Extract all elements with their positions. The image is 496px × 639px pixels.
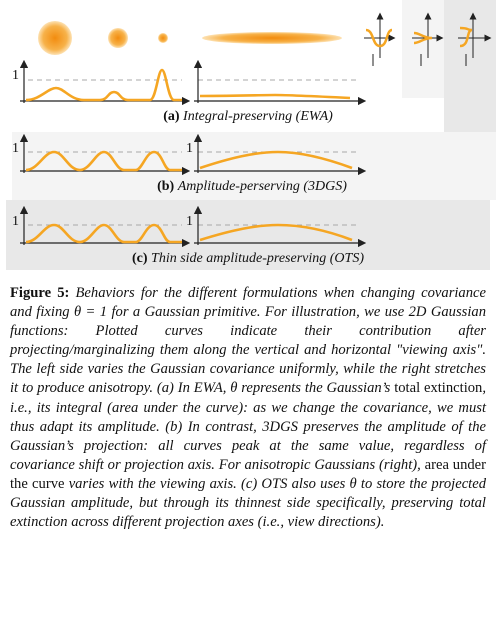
caption-text-1: Behaviors for the different formulations when changing covariance and fixing θ = 1 for a Gaussian primitive. For illustration, we use 2D Gaussian functions: Plotted curves indicate their contribution after projecting/marginalizing them along the vertical and horizontal "viewing axis". The left side varies the Gaussian covariance uniformly, while the right stretches it to produce anisotropy. (a) In EWA, θ represents the Gaussian’s [10, 285, 486, 397]
caption-label: Figure 5: [10, 285, 70, 301]
y-tick-a-left: 1 [12, 68, 19, 83]
band-right-b [444, 0, 496, 132]
plot-a-left [12, 64, 186, 103]
gaussian-large [38, 21, 72, 55]
panel-a-plots [12, 64, 362, 124]
caption-text-2: total extinction [394, 380, 483, 397]
caption-text-3: , i.e., its integral (area under the curve): as we change the covariance, we must thus adapt its amplitude. (b) In contrast, 3DGS preserves the amplitude of the Gaussian’s projection: all curves peak at the same value, regardless of covariance shift or projection axis. For anisotropic Gaussians (right), [10, 380, 486, 473]
y-tick-c-right: 1 [186, 214, 193, 229]
gaussian-blobs [38, 21, 342, 55]
y-tick-b-right: 1 [186, 141, 193, 156]
y-tick-b-left: 1 [12, 141, 19, 156]
caption-text-5: varies with the viewing axis. (c) OTS also uses θ to store the projected Gaussian amplitude, but through its thinnest side specifically, preserving total extinction across different projection axes (i.e., view directions). [10, 475, 486, 531]
panel-c-caption: (c) Thin side amplitude-preserving (OTS) [131, 251, 365, 266]
caption-text-4: area under the curve [10, 456, 486, 492]
figure [0, 0, 496, 275]
gaussian-stretched [202, 32, 342, 44]
panel-a-caption: (a) Integral-preserving (EWA) [163, 109, 333, 124]
y-tick-c-left: 1 [12, 214, 19, 229]
panel-b-caption: (b) Amplitude-perserving (3DGS) [157, 179, 347, 194]
figure-caption [10, 284, 486, 532]
band-right-a [402, 0, 444, 98]
gaussian-small [158, 33, 168, 43]
plot-a-right [194, 64, 362, 103]
gaussian-medium [108, 28, 128, 48]
